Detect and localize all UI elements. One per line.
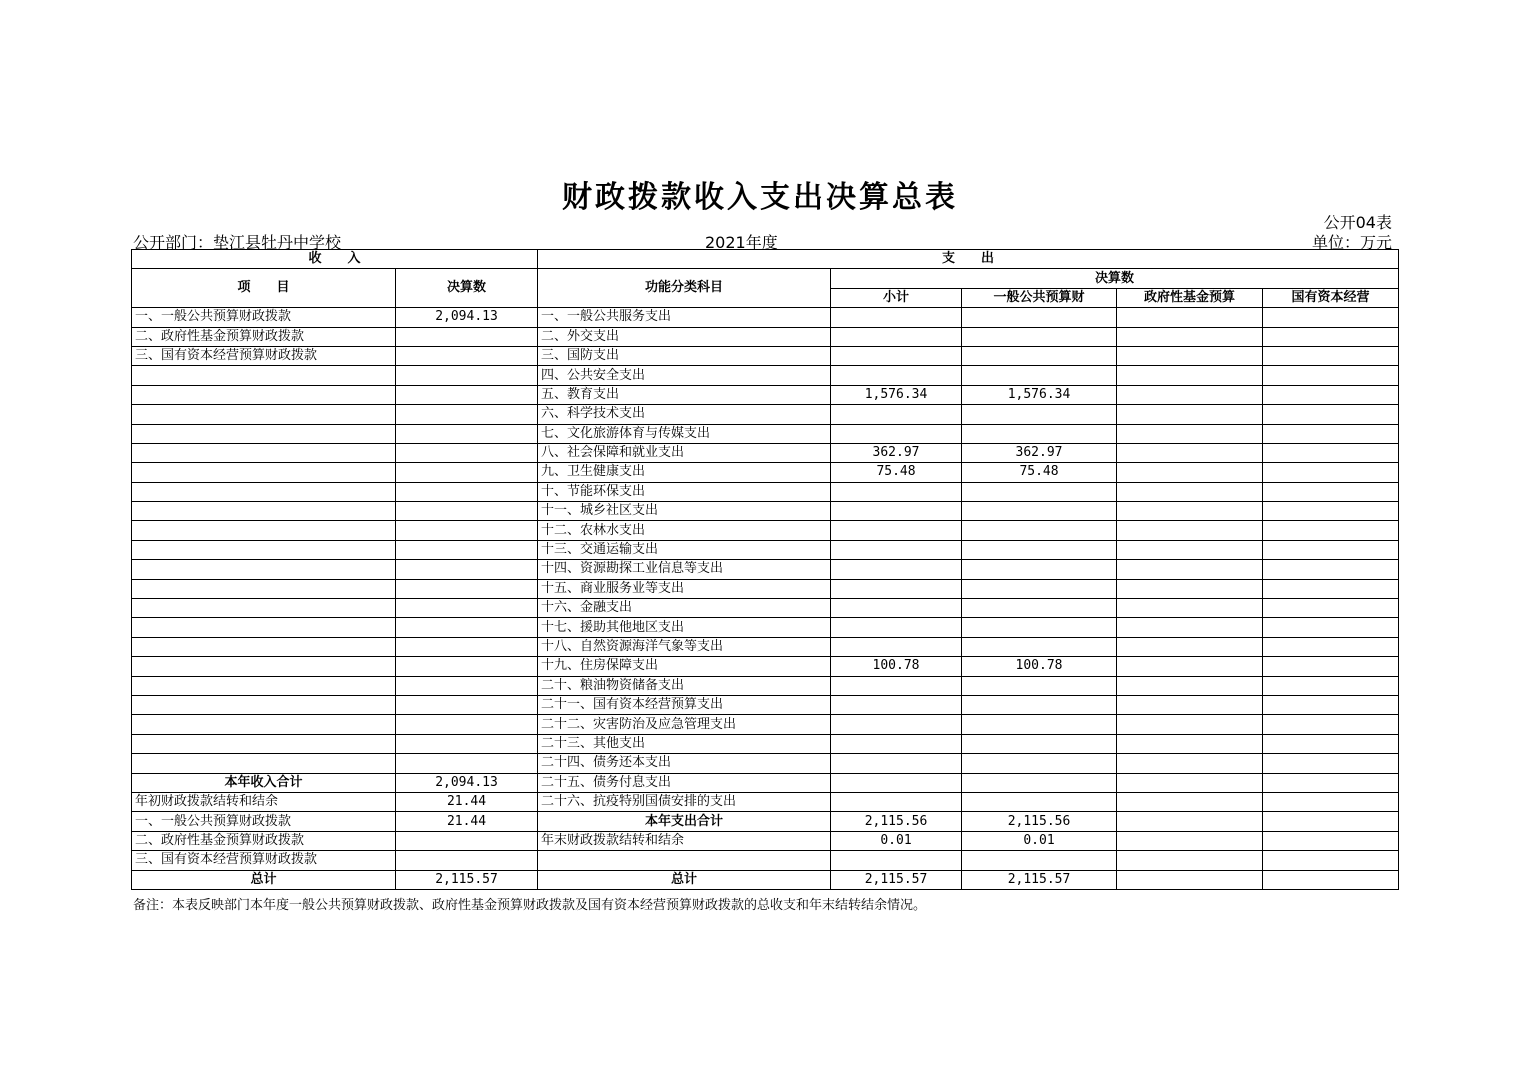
subtotal-cell <box>831 308 962 327</box>
fund-budget-cell <box>1117 657 1263 676</box>
expense-item-cell: 二、外交支出 <box>538 327 831 346</box>
expense-item-cell: 十五、商业服务业等支出 <box>538 579 831 598</box>
table-row <box>132 482 1399 501</box>
table-row <box>132 851 1399 870</box>
general-budget-cell <box>962 851 1117 870</box>
income-item-cell <box>132 579 396 598</box>
income-item-cell <box>132 754 396 773</box>
general-budget-cell: 100.78 <box>962 657 1117 676</box>
expense-item-cell: 二十二、灾害防治及应急管理支出 <box>538 715 831 734</box>
general-budget-cell <box>962 405 1117 424</box>
fund-budget-cell <box>1117 773 1263 792</box>
unit-label: 单位：万元 <box>1311 233 1392 252</box>
fund-budget-cell <box>1117 851 1263 870</box>
fund-budget-cell <box>1117 754 1263 773</box>
fund-budget-cell <box>1117 812 1263 831</box>
income-amount-cell <box>396 695 538 714</box>
fund-budget-cell <box>1117 385 1263 404</box>
general-budget-cell: 0.01 <box>962 831 1117 850</box>
fund-budget-cell <box>1117 502 1263 521</box>
table-row <box>132 599 1399 618</box>
income-item-cell <box>132 521 396 540</box>
state-capital-cell <box>1263 812 1399 831</box>
fund-budget-cell <box>1117 695 1263 714</box>
general-budget-cell <box>962 308 1117 327</box>
subtotal-cell: 1,576.34 <box>831 385 962 404</box>
table-row <box>132 715 1399 734</box>
income-amount-cell <box>396 851 538 870</box>
general-budget-cell: 2,115.57 <box>962 870 1117 889</box>
table-row <box>132 695 1399 714</box>
subtotal-cell <box>831 482 962 501</box>
expense-item-cell: 九、卫生健康支出 <box>538 463 831 482</box>
income-amount-cell: 2,094.13 <box>396 308 538 327</box>
table-row <box>132 657 1399 676</box>
general-budget-cell <box>962 327 1117 346</box>
state-capital-cell <box>1263 424 1399 443</box>
state-capital-cell <box>1263 366 1399 385</box>
subtotal-cell <box>831 773 962 792</box>
income-amount-cell: 21.44 <box>396 792 538 811</box>
income-item-cell <box>132 599 396 618</box>
state-capital-cell <box>1263 773 1399 792</box>
expense-item-cell: 七、文化旅游体育与传媒支出 <box>538 424 831 443</box>
income-item-cell: 本年收入合计 <box>132 773 396 792</box>
income-amount-cell <box>396 637 538 656</box>
expense-item-cell: 年末财政拨款结转和结余 <box>538 831 831 850</box>
expense-item-cell: 十六、金融支出 <box>538 599 831 618</box>
income-amount-cell <box>396 657 538 676</box>
fund-budget-cell <box>1117 715 1263 734</box>
general-budget-cell <box>962 695 1117 714</box>
state-capital-cell <box>1263 695 1399 714</box>
income-item-cell: 二、政府性基金预算财政拨款 <box>132 327 396 346</box>
page-title: 财政拨款收入支出决算总表 <box>562 180 958 215</box>
table-row <box>132 618 1399 637</box>
income-item-cell: 总计 <box>132 870 396 889</box>
subtotal-cell: 75.48 <box>831 463 962 482</box>
income-item-cell: 三、国有资本经营预算财政拨款 <box>132 851 396 870</box>
fund-budget-cell <box>1117 792 1263 811</box>
state-capital-cell <box>1263 463 1399 482</box>
table-row <box>132 870 1399 889</box>
income-amount-cell <box>396 424 538 443</box>
general-budget-cell <box>962 521 1117 540</box>
income-amount-cell <box>396 327 538 346</box>
expense-item-cell: 十三、交通运输支出 <box>538 540 831 559</box>
subtotal-cell <box>831 792 962 811</box>
general-budget-cell <box>962 618 1117 637</box>
income-amount-cell: 2,094.13 <box>396 773 538 792</box>
table-row <box>132 792 1399 811</box>
subtotal-header: 小计 <box>831 288 962 307</box>
income-item-cell: 二、政府性基金预算财政拨款 <box>132 831 396 850</box>
subtotal-cell <box>831 366 962 385</box>
state-capital-cell <box>1263 870 1399 889</box>
subtotal-cell <box>831 405 962 424</box>
subtotal-cell <box>831 540 962 559</box>
fund-budget-cell <box>1117 560 1263 579</box>
general-budget-cell <box>962 676 1117 695</box>
table-row <box>132 773 1399 792</box>
subtotal-cell: 100.78 <box>831 657 962 676</box>
fund-budget-cell <box>1117 308 1263 327</box>
subtotal-cell: 0.01 <box>831 831 962 850</box>
table-row <box>132 463 1399 482</box>
expense-item-cell: 总计 <box>538 870 831 889</box>
subtotal-cell: 2,115.56 <box>831 812 962 831</box>
state-capital-cell <box>1263 851 1399 870</box>
expense-item-cell: 八、社会保障和就业支出 <box>538 443 831 462</box>
state-capital-cell <box>1263 482 1399 501</box>
general-budget-cell: 75.48 <box>962 463 1117 482</box>
state-capital-cell <box>1263 715 1399 734</box>
income-item-cell <box>132 734 396 753</box>
expense-item-cell: 二十五、债务付息支出 <box>538 773 831 792</box>
expense-item-cell: 十一、城乡社区支出 <box>538 502 831 521</box>
general-budget-cell <box>962 715 1117 734</box>
general-budget-cell: 362.97 <box>962 443 1117 462</box>
subtotal-cell <box>831 851 962 870</box>
fund-budget-cell <box>1117 618 1263 637</box>
state-capital-cell <box>1263 521 1399 540</box>
income-amount-cell <box>396 443 538 462</box>
fund-budget-cell <box>1117 579 1263 598</box>
table-row <box>132 346 1399 365</box>
year-label: 2021年度 <box>705 233 778 252</box>
expense-item-cell: 十、节能环保支出 <box>538 482 831 501</box>
fund-budget-cell <box>1117 463 1263 482</box>
general-budget-cell <box>962 424 1117 443</box>
state-capital-cell <box>1263 676 1399 695</box>
general-budget-cell <box>962 754 1117 773</box>
subtotal-cell <box>831 560 962 579</box>
expense-item-cell: 十七、援助其他地区支出 <box>538 618 831 637</box>
subtotal-cell <box>831 754 962 773</box>
subtotal-cell <box>831 327 962 346</box>
table-row <box>132 579 1399 598</box>
footnote: 备注：本表反映部门本年度一般公共预算财政拨款、政府性基金预算财政拨款及国有资本经营预算财政拨款的总收支和年末结转结余情况。 <box>133 898 927 913</box>
state-capital-cell <box>1263 405 1399 424</box>
table-row <box>132 502 1399 521</box>
expense-item-cell: 十八、自然资源海洋气象等支出 <box>538 637 831 656</box>
fund-budget-cell <box>1117 870 1263 889</box>
income-item-cell <box>132 502 396 521</box>
function-header: 功能分类科目 <box>538 269 831 308</box>
income-amount-cell <box>396 599 538 618</box>
subtotal-cell <box>831 734 962 753</box>
state-capital-cell <box>1263 346 1399 365</box>
income-item-cell: 三、国有资本经营预算财政拨款 <box>132 346 396 365</box>
income-header: 收 入 <box>132 250 538 269</box>
table-row <box>132 676 1399 695</box>
general-budget-cell <box>962 579 1117 598</box>
fund-budget-cell <box>1117 346 1263 365</box>
table-row <box>132 405 1399 424</box>
subtotal-cell: 362.97 <box>831 443 962 462</box>
income-item-cell <box>132 618 396 637</box>
state-capital-cell <box>1263 540 1399 559</box>
general-budget-cell <box>962 366 1117 385</box>
expense-item-cell: 五、教育支出 <box>538 385 831 404</box>
table-row <box>132 443 1399 462</box>
fund-budget-cell <box>1117 676 1263 695</box>
fund-budget-cell <box>1117 540 1263 559</box>
income-amount-cell <box>396 366 538 385</box>
expense-item-cell: 三、国防支出 <box>538 346 831 365</box>
income-amount-cell <box>396 560 538 579</box>
income-item-cell <box>132 463 396 482</box>
expense-item-cell: 二十一、国有资本经营预算支出 <box>538 695 831 714</box>
subtotal-cell <box>831 599 962 618</box>
income-item-cell <box>132 482 396 501</box>
state-capital-cell <box>1263 443 1399 462</box>
fund-budget-cell <box>1117 637 1263 656</box>
subtotal-cell <box>831 715 962 734</box>
income-amount-cell <box>396 540 538 559</box>
fund-budget-cell <box>1117 734 1263 753</box>
general-budget-cell <box>962 540 1117 559</box>
expense-item-cell <box>538 851 831 870</box>
income-item-cell: 一、一般公共预算财政拨款 <box>132 812 396 831</box>
income-amount-cell <box>396 715 538 734</box>
item-header: 项 目 <box>132 269 396 308</box>
expense-item-cell: 十四、资源勘探工业信息等支出 <box>538 560 831 579</box>
income-item-cell <box>132 366 396 385</box>
subtotal-cell <box>831 695 962 714</box>
subtotal-cell <box>831 637 962 656</box>
state-capital-cell <box>1263 792 1399 811</box>
general-budget-cell <box>962 346 1117 365</box>
subtotal-cell: 2,115.57 <box>831 870 962 889</box>
table-row <box>132 308 1399 327</box>
income-item-cell <box>132 676 396 695</box>
table-row <box>132 424 1399 443</box>
income-amount-cell <box>396 346 538 365</box>
fund-budget-cell <box>1117 327 1263 346</box>
general-budget-cell: 1,576.34 <box>962 385 1117 404</box>
income-amount-cell: 21.44 <box>396 812 538 831</box>
state-capital-cell <box>1263 327 1399 346</box>
fund-budget-cell <box>1117 405 1263 424</box>
income-item-cell <box>132 540 396 559</box>
income-amount-cell <box>396 482 538 501</box>
state-capital-cell <box>1263 599 1399 618</box>
expense-item-cell: 二十六、抗疫特别国债安排的支出 <box>538 792 831 811</box>
table-row <box>132 327 1399 346</box>
expense-item-cell: 二十、粮油物资储备支出 <box>538 676 831 695</box>
income-amount-cell <box>396 502 538 521</box>
general-budget-cell <box>962 560 1117 579</box>
general-budget-cell <box>962 773 1117 792</box>
fund-budget-cell <box>1117 482 1263 501</box>
income-amount-cell <box>396 385 538 404</box>
general-budget-cell <box>962 734 1117 753</box>
table-row <box>132 366 1399 385</box>
expense-item-cell: 二十四、债务还本支出 <box>538 754 831 773</box>
state-capital-cell <box>1263 754 1399 773</box>
expense-item-cell: 二十三、其他支出 <box>538 734 831 753</box>
state-capital-cell <box>1263 579 1399 598</box>
income-item-cell <box>132 695 396 714</box>
amount-header: 决算数 <box>396 269 538 308</box>
expense-item-cell: 本年支出合计 <box>538 812 831 831</box>
fund-budget-cell <box>1117 424 1263 443</box>
income-amount-cell <box>396 405 538 424</box>
subtotal-cell <box>831 579 962 598</box>
income-amount-cell <box>396 618 538 637</box>
fund-budget-cell <box>1117 599 1263 618</box>
budget-table <box>131 249 1399 890</box>
expense-item-cell: 四、公共安全支出 <box>538 366 831 385</box>
state-capital-cell <box>1263 502 1399 521</box>
income-item-cell: 年初财政拨款结转和结余 <box>132 792 396 811</box>
state-capital-cell <box>1263 385 1399 404</box>
fund-budget-cell <box>1117 443 1263 462</box>
state-capital-cell <box>1263 734 1399 753</box>
final-amount-header: 决算数 <box>831 269 1399 288</box>
income-item-cell <box>132 405 396 424</box>
table-row <box>132 560 1399 579</box>
general-budget-cell <box>962 637 1117 656</box>
table-row <box>132 831 1399 850</box>
table-row <box>132 540 1399 559</box>
general-budget-header: 一般公共预算财 <box>962 288 1117 307</box>
general-budget-cell <box>962 792 1117 811</box>
income-amount-cell <box>396 579 538 598</box>
subtotal-cell <box>831 618 962 637</box>
state-capital-cell <box>1263 637 1399 656</box>
income-amount-cell <box>396 734 538 753</box>
expense-item-cell: 一、一般公共服务支出 <box>538 308 831 327</box>
table-row <box>132 521 1399 540</box>
general-budget-cell <box>962 502 1117 521</box>
state-capital-cell <box>1263 831 1399 850</box>
fund-budget-cell <box>1117 366 1263 385</box>
income-item-cell <box>132 715 396 734</box>
income-amount-cell <box>396 831 538 850</box>
fund-budget-cell <box>1117 831 1263 850</box>
expense-header: 支 出 <box>538 250 1399 269</box>
form-number: 公开04表 <box>1323 213 1392 232</box>
income-item-cell <box>132 443 396 462</box>
table-row <box>132 734 1399 753</box>
state-capital-cell <box>1263 657 1399 676</box>
department-label: 公开部门：垫江县牡丹中学校 <box>133 233 342 252</box>
general-budget-cell <box>962 599 1117 618</box>
table-row <box>132 637 1399 656</box>
income-item-cell <box>132 637 396 656</box>
expense-item-cell: 十九、住房保障支出 <box>538 657 831 676</box>
general-budget-cell: 2,115.56 <box>962 812 1117 831</box>
income-amount-cell <box>396 754 538 773</box>
subtotal-cell <box>831 346 962 365</box>
subtotal-cell <box>831 424 962 443</box>
table-row <box>132 385 1399 404</box>
subtotal-cell <box>831 502 962 521</box>
state-capital-cell <box>1263 560 1399 579</box>
income-item-cell <box>132 560 396 579</box>
fund-budget-cell <box>1117 521 1263 540</box>
income-item-cell: 一、一般公共预算财政拨款 <box>132 308 396 327</box>
subtotal-cell <box>831 521 962 540</box>
fund-budget-header: 政府性基金预算 <box>1117 288 1263 307</box>
income-item-cell <box>132 657 396 676</box>
table-row <box>132 812 1399 831</box>
table-body <box>132 308 1399 890</box>
state-capital-cell <box>1263 618 1399 637</box>
expense-item-cell: 六、科学技术支出 <box>538 405 831 424</box>
state-capital-cell <box>1263 308 1399 327</box>
table-row <box>132 754 1399 773</box>
income-amount-cell <box>396 676 538 695</box>
state-capital-header: 国有资本经营 <box>1263 288 1399 307</box>
income-item-cell <box>132 424 396 443</box>
general-budget-cell <box>962 482 1117 501</box>
income-item-cell <box>132 385 396 404</box>
income-amount-cell <box>396 463 538 482</box>
subtotal-cell <box>831 676 962 695</box>
income-amount-cell <box>396 521 538 540</box>
income-amount-cell: 2,115.57 <box>396 870 538 889</box>
expense-item-cell: 十二、农林水支出 <box>538 521 831 540</box>
